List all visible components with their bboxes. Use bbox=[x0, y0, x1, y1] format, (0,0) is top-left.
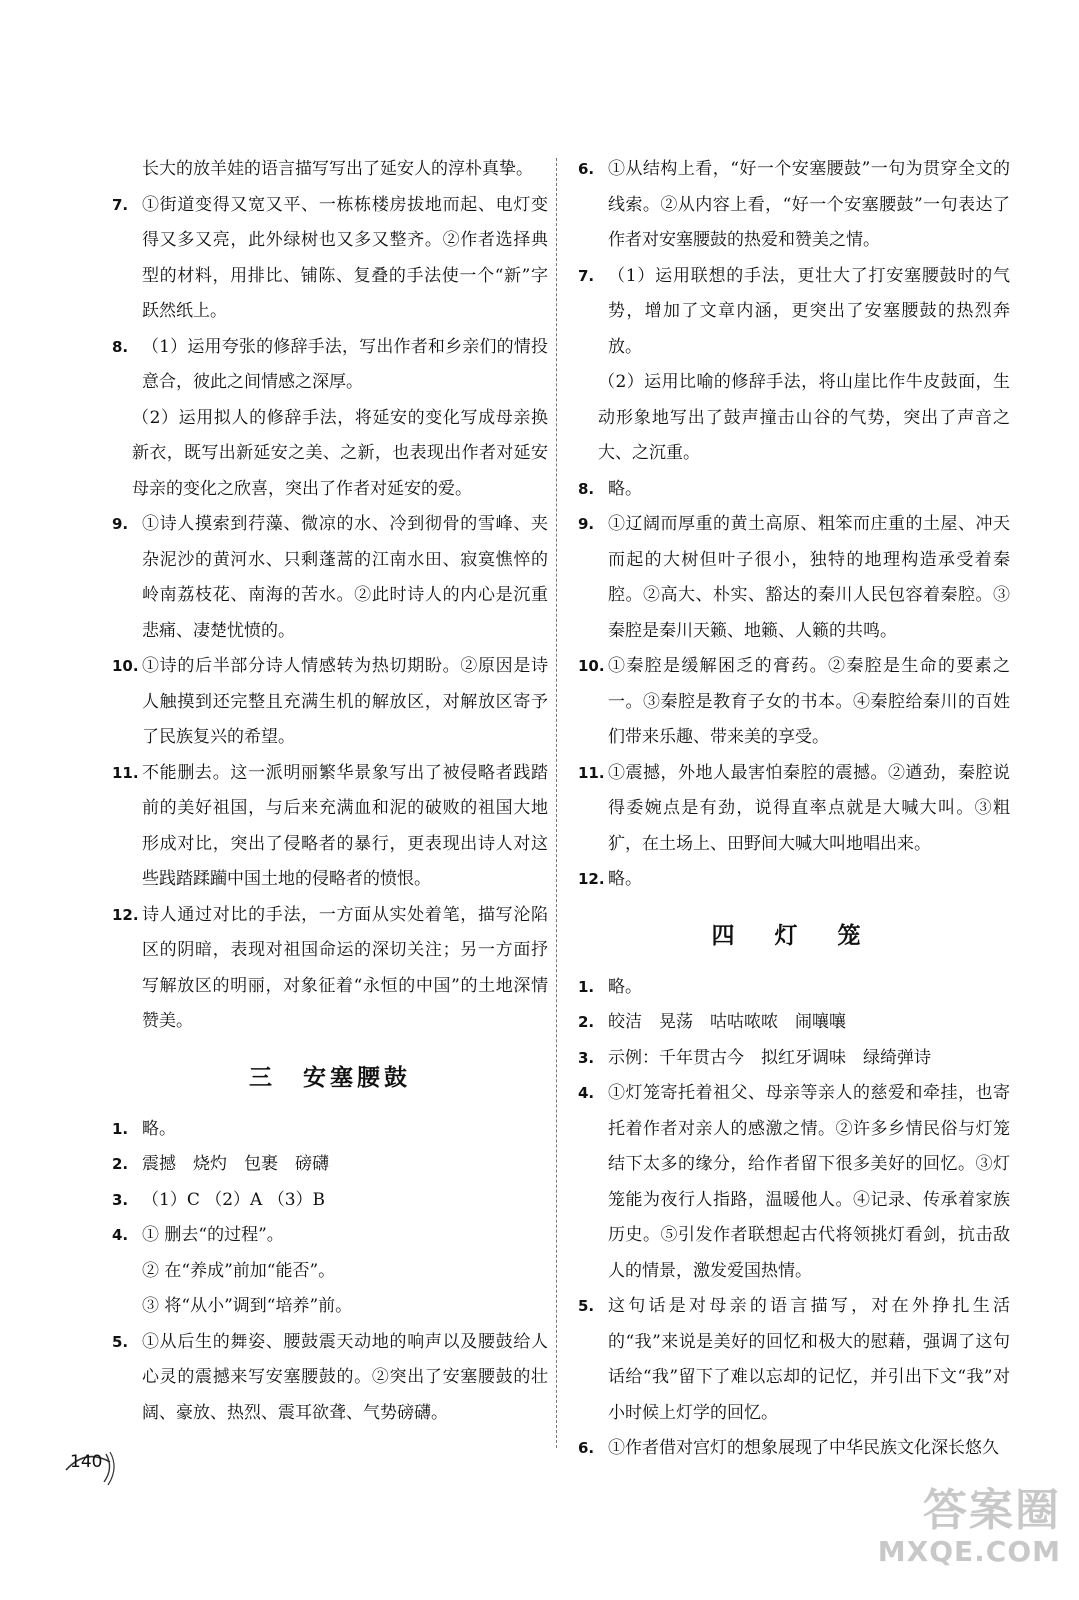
item-number: 10. bbox=[578, 657, 605, 675]
item-text: ①诗人摸索到荇藻、微凉的水、冷到彻骨的雪峰、夹杂泥沙的黄河水、只剩蓬蒿的江南水田、寂寞憔悴的岭南荔枝花、南海的苦水。②此时诗人的内心是沉重悲痛、凄楚忧愤的。 bbox=[142, 514, 548, 641]
item-number: 6. bbox=[578, 1439, 595, 1457]
item-number: 4. bbox=[578, 1084, 595, 1102]
item-text: 示例：千年贯古今 拟红牙调味 绿绮弹诗 bbox=[608, 1047, 931, 1068]
item-text: 不能删去。这一派明丽繁华景象写出了被侵略者践踏前的美好祖国，与后来充满血和泥的破败的祖国大地形成对比，突出了侵略者的暴行，更表现出诗人对这些践踏蹂躏中国土地的侵略者的愤恨。 bbox=[142, 762, 548, 889]
item-number: 5. bbox=[578, 1297, 595, 1315]
answer-item bbox=[112, 1183, 548, 1219]
answer-item bbox=[578, 1005, 1010, 1041]
item-number: 12. bbox=[112, 905, 139, 924]
item-text: ①秦腔是缓解困乏的膏药。②秦腔是生命的要素之一。③秦腔是教育子女的书本。④秦腔给秦川的百姓们带来乐趣、带来美的享受。 bbox=[608, 656, 1010, 747]
answer-item bbox=[112, 507, 548, 649]
answer-item bbox=[578, 970, 1010, 1006]
item-number: 11. bbox=[112, 763, 139, 782]
item-text: ①震撼，外地人最害怕秦腔的震撼。②遒劲，秦腔说得委婉点是有劲，说得直率点就是大喊大叫。③粗犷，在土场上、田野间大喊大叫地唱出来。 bbox=[608, 762, 1010, 854]
item-text: ①从结构上看，“好一个安塞腰鼓”一句为贯穿全文的线索。②从内容上看，“好一个安塞腰鼓”一句表达了作者对安塞腰鼓的热爱和赞美之情。 bbox=[608, 159, 1010, 250]
answer-item bbox=[112, 649, 548, 756]
item-text: 略。 bbox=[608, 869, 642, 889]
continued-fragment: 长大的放羊娃的语言描写写出了延安人的淳朴真挚。 bbox=[142, 159, 533, 179]
right-column bbox=[578, 152, 1010, 1467]
answer-item bbox=[112, 188, 548, 330]
answer-item bbox=[578, 1431, 1010, 1467]
item-number: 2. bbox=[112, 1155, 129, 1173]
answer-item bbox=[578, 1041, 1010, 1077]
item-number: 9. bbox=[112, 515, 129, 533]
item-text: （1）运用夸张的修辞手法，写出作者和乡亲们的情投意合，彼此之间情感之深厚。 bbox=[142, 336, 548, 392]
item-number: 1. bbox=[112, 1119, 129, 1138]
item-text: 略。 bbox=[608, 976, 642, 997]
item-text: 震撼 烧灼 包裹 磅礴 bbox=[142, 1154, 329, 1174]
answer-item bbox=[112, 1325, 548, 1432]
answer-item bbox=[112, 1112, 548, 1148]
item-number: 6. bbox=[578, 160, 595, 178]
item-number: 10. bbox=[112, 657, 139, 675]
item-number: 7. bbox=[578, 266, 595, 285]
item-text: 略。 bbox=[608, 478, 642, 499]
page-number: 140 bbox=[70, 1452, 103, 1472]
item-number: 5. bbox=[112, 1332, 129, 1351]
item-subtext: ③ 将“从小”调到“培养”前。 bbox=[142, 1296, 353, 1316]
section-heading: 四 灯 笼 bbox=[711, 922, 877, 949]
item-number: 8. bbox=[112, 337, 129, 356]
item-number: 7. bbox=[112, 195, 129, 214]
item-number: 3. bbox=[578, 1048, 595, 1067]
answer-item bbox=[578, 756, 1010, 863]
item-text: （1）运用联想的手法，更壮大了打安塞腰鼓时的气势，增加了文章内涵，更突出了安塞腰鼓的热烈奔放。 bbox=[608, 265, 1010, 357]
item-number: 8. bbox=[578, 479, 595, 498]
item-text: 皎洁 晃荡 咕咕哝哝 闹嚷嚷 bbox=[608, 1012, 846, 1032]
item-number: 4. bbox=[112, 1226, 129, 1244]
item-text: ①灯笼寄托着祖父、母亲等亲人的慈爱和牵挂，也寄托着作者对亲人的感激之情。②许多乡情民俗与灯笼结下太多的缘分，给作者留下很多美好的回忆。③灯笼能为夜行人指路，温暖他人。④记录、传承着家族历史。⑤引发作者联想起古代将领挑灯看剑，抗击敌人的情景，激发爱国热情。 bbox=[608, 1083, 1010, 1281]
watermark-main: 答案圈 bbox=[923, 1485, 1061, 1536]
item-text: ①辽阔而厚重的黄土高原、粗笨而庄重的土屋、冲天而起的大树但叶子很小，独特的地理构造承受着秦腔。②高大、朴实、豁达的秦川人民包容着秦腔。③秦腔是秦川天籁、地籁、人籁的共鸣。 bbox=[608, 514, 1010, 641]
answer-item bbox=[112, 1147, 548, 1183]
item-number: 3. bbox=[112, 1190, 129, 1209]
item-text: ① 删去“的过程”。 bbox=[142, 1225, 284, 1245]
item-number: 11. bbox=[578, 763, 605, 782]
item-number: 9. bbox=[578, 515, 595, 533]
item-subtext: （2）运用比喻的修辞手法，将山崖比作牛皮鼓面，生动形象地写出了鼓声撞击山谷的气势，突出了声音之大、之沉重。 bbox=[598, 372, 1010, 463]
item-number: 2. bbox=[578, 1013, 595, 1031]
column-divider bbox=[556, 158, 557, 1448]
item-number: 12. bbox=[578, 870, 605, 888]
answer-item bbox=[578, 152, 1010, 259]
answer-item bbox=[112, 898, 548, 1040]
answer-item bbox=[578, 1289, 1010, 1431]
answer-item bbox=[112, 1218, 548, 1254]
item-text: ①街道变得又宽又平、一栋栋楼房拔地而起、电灯变得又多又亮，此外绿树也又多又整齐。②作者选择典型的材料，用排比、铺陈、复叠的手法使一个“新”字跃然纸上。 bbox=[142, 194, 548, 321]
item-text: ①作者借对宫灯的想象展现了中华民族文化深长悠久 bbox=[608, 1438, 999, 1458]
watermark-logo bbox=[878, 1485, 1061, 1567]
answer-item bbox=[578, 1076, 1010, 1289]
left-column bbox=[112, 152, 548, 1431]
item-text: 这句话是对母亲的语言描写，对在外挣扎生活的“我”来说是美好的回忆和极大的慰藉，强调了这句话给“我”留下了难以忘却的记忆，并引出下文“我”对小时候上灯学的回忆。 bbox=[608, 1296, 1010, 1423]
item-text: ①诗的后半部分诗人情感转为热切期盼。②原因是诗人触摸到还完整且充满生机的解放区，对解放区寄予了民族复兴的希望。 bbox=[142, 656, 548, 747]
item-subtext: （2）运用拟人的修辞手法，将延安的变化写成母亲换新衣，既写出新延安之美、之新，也表现出作者对延安母亲的变化之欣喜，突出了作者对延安的爱。 bbox=[132, 407, 548, 499]
answer-item bbox=[578, 862, 1010, 898]
item-text: 诗人通过对比的手法，一方面从实处着笔，描写沦陷区的阴暗，表现对祖国命运的深切关注；另一方面抒写解放区的明丽，对象征着“永恒的中国”的土地深情赞美。 bbox=[142, 904, 548, 1031]
answer-item bbox=[112, 756, 548, 898]
answer-item bbox=[578, 259, 1010, 366]
watermark-sub: MXQE.COM bbox=[877, 1535, 1061, 1568]
item-text: 略。 bbox=[142, 1118, 176, 1139]
item-text: （1）C （2）A （3）B bbox=[142, 1189, 326, 1210]
item-subtext: ② 在“养成”前加“能否”。 bbox=[142, 1260, 336, 1281]
answer-item bbox=[578, 472, 1010, 508]
item-text: ①从后生的舞姿、腰鼓震天动地的响声以及腰鼓给人心灵的震撼来写安塞腰鼓的。②突出了安塞腰鼓的壮阔、豪放、热烈、震耳欲聋、气势磅礴。 bbox=[142, 1331, 548, 1423]
section-heading: 三 安塞腰鼓 bbox=[249, 1064, 411, 1091]
item-number: 1. bbox=[578, 977, 595, 996]
answer-item bbox=[578, 649, 1010, 756]
answer-item bbox=[112, 330, 548, 401]
answer-item bbox=[578, 507, 1010, 649]
